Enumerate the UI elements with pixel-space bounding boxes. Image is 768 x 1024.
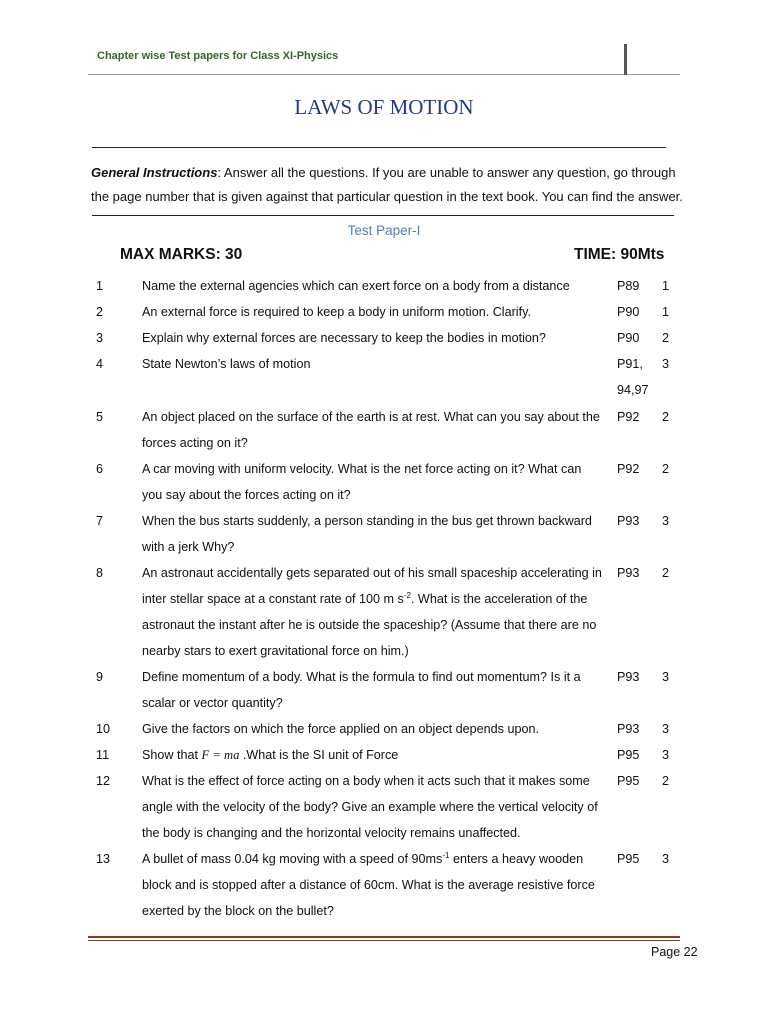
question-number: 4 — [96, 357, 104, 371]
question-text: Explain why external forces are necessary to keep the bodies in motion? — [142, 331, 546, 345]
header-rule — [88, 74, 680, 75]
question-page-ref: P95 — [617, 748, 640, 762]
question-text: Name the external agencies which can exert force on a body from a distance — [142, 279, 570, 293]
question-number: 10 — [96, 722, 111, 736]
question-text-part: Show that — [142, 748, 202, 762]
instructions-text: : Answer all the questions. If you are unable to answer any question, go through the page number that is given against that particular question in the text book. You can find the answer. — [91, 165, 683, 204]
question-page-ref: P92 — [617, 462, 640, 476]
question-text: Give the factors on which the force applied on an object depends upon. — [142, 722, 539, 736]
question-number: 3 — [96, 331, 104, 345]
question-text — [142, 846, 604, 924]
question-marks: 2 — [662, 410, 670, 424]
question-number: 6 — [96, 462, 104, 476]
question-page-ref: P93 — [617, 566, 640, 580]
question-page-ref: P90 — [617, 305, 640, 319]
question-number: 5 — [96, 410, 104, 424]
question-marks: 3 — [662, 722, 670, 736]
question-text: State Newton’s laws of motion — [142, 357, 311, 371]
question-number: 13 — [96, 852, 111, 866]
general-instructions — [91, 161, 687, 209]
question-marks: 3 — [662, 514, 670, 528]
question-marks: 1 — [662, 305, 670, 319]
instructions-label: General Instructions — [91, 165, 218, 180]
question-text-part: An astronaut accidentally gets separated out of his small spaceship accelerating in inter stellar space at a constant rate of 100 m s — [142, 566, 602, 606]
question-text: An object placed on the surface of the earth is at rest. What can you say about the forces acting on it? — [142, 410, 600, 450]
question-text — [142, 560, 604, 664]
question-number: 11 — [96, 748, 110, 762]
page-number: Page 22 — [651, 945, 698, 959]
force-formula: F = ma — [201, 748, 240, 762]
question-page-ref: P90 — [617, 331, 640, 345]
question-text — [142, 742, 604, 768]
time-limit: TIME: 90Mts — [574, 246, 665, 263]
question-number: 2 — [96, 305, 104, 319]
question-marks: 1 — [662, 279, 670, 293]
question-marks: 3 — [662, 748, 670, 762]
question-marks: 2 — [662, 331, 670, 345]
question-page-ref: P93 — [617, 514, 640, 528]
question-text: A car moving with uniform velocity. What is the net force acting on it? What can you say about the forces acting on it? — [142, 462, 582, 502]
question-number: 1 — [96, 279, 104, 293]
question-text: What is the effect of force acting on a body when it acts such that it makes some angle with the velocity of the body? Give an example where the vertical velocity of the body is changing and the horizontal velocity remains unaffected. — [142, 774, 598, 840]
question-page-ref: P92 — [617, 410, 640, 424]
question-text-part: .What is the SI unit of Force — [239, 748, 399, 762]
question-number: 9 — [96, 670, 104, 684]
max-marks: MAX MARKS: 30 — [120, 246, 243, 263]
question-text: Define momentum of a body. What is the formula to find out momentum? Is it a scalar or vector quantity? — [142, 670, 581, 710]
question-text-part: enters a heavy wooden block and is stopped after a distance of 60cm. What is the average resistive force exerted by the block on the bullet? — [142, 852, 595, 918]
question-page-ref: P89 — [617, 279, 640, 293]
question-marks: 3 — [662, 670, 670, 684]
question-page-ref: P91, 94,97 — [617, 357, 649, 397]
running-header: Chapter wise Test papers for Class XI-Physics — [97, 50, 339, 62]
question-page-ref: P95 — [617, 852, 640, 866]
question-marks: 3 — [662, 852, 670, 866]
question-marks: 2 — [662, 566, 670, 580]
question-page-ref: P93 — [617, 722, 640, 736]
superscript-exponent: -1 — [442, 850, 450, 860]
question-text: When the bus starts suddenly, a person standing in the bus get thrown backward with a jerk Why? — [142, 514, 592, 554]
header-vertical-bar — [624, 44, 627, 75]
question-marks: 2 — [662, 774, 670, 788]
question-number: 8 — [96, 566, 104, 580]
question-text: An external force is required to keep a body in uniform motion. Clarify. — [142, 305, 531, 319]
question-marks: 3 — [662, 357, 670, 371]
page-title: LAWS OF MOTION — [294, 95, 474, 119]
footer-rule — [88, 936, 680, 938]
question-page-ref: P95 — [617, 774, 640, 788]
title-underline-rule — [92, 147, 666, 148]
test-paper-subtitle: Test Paper-I — [347, 223, 421, 238]
question-number: 7 — [96, 514, 104, 528]
question-text-part: . What is the acceleration of the astronaut the instant after he is outside the spaceship? (Assume that there are no nearby stars to exert gravitational force on him.) — [142, 592, 597, 658]
footer-rule-thin — [88, 940, 680, 941]
question-marks: 2 — [662, 462, 670, 476]
instructions-underline-rule — [92, 215, 674, 216]
question-number: 12 — [96, 774, 111, 788]
question-page-ref: P93 — [617, 670, 640, 684]
question-text-part: A bullet of mass 0.04 kg moving with a speed of 90ms — [142, 852, 443, 866]
superscript-exponent: -2 — [403, 590, 411, 600]
